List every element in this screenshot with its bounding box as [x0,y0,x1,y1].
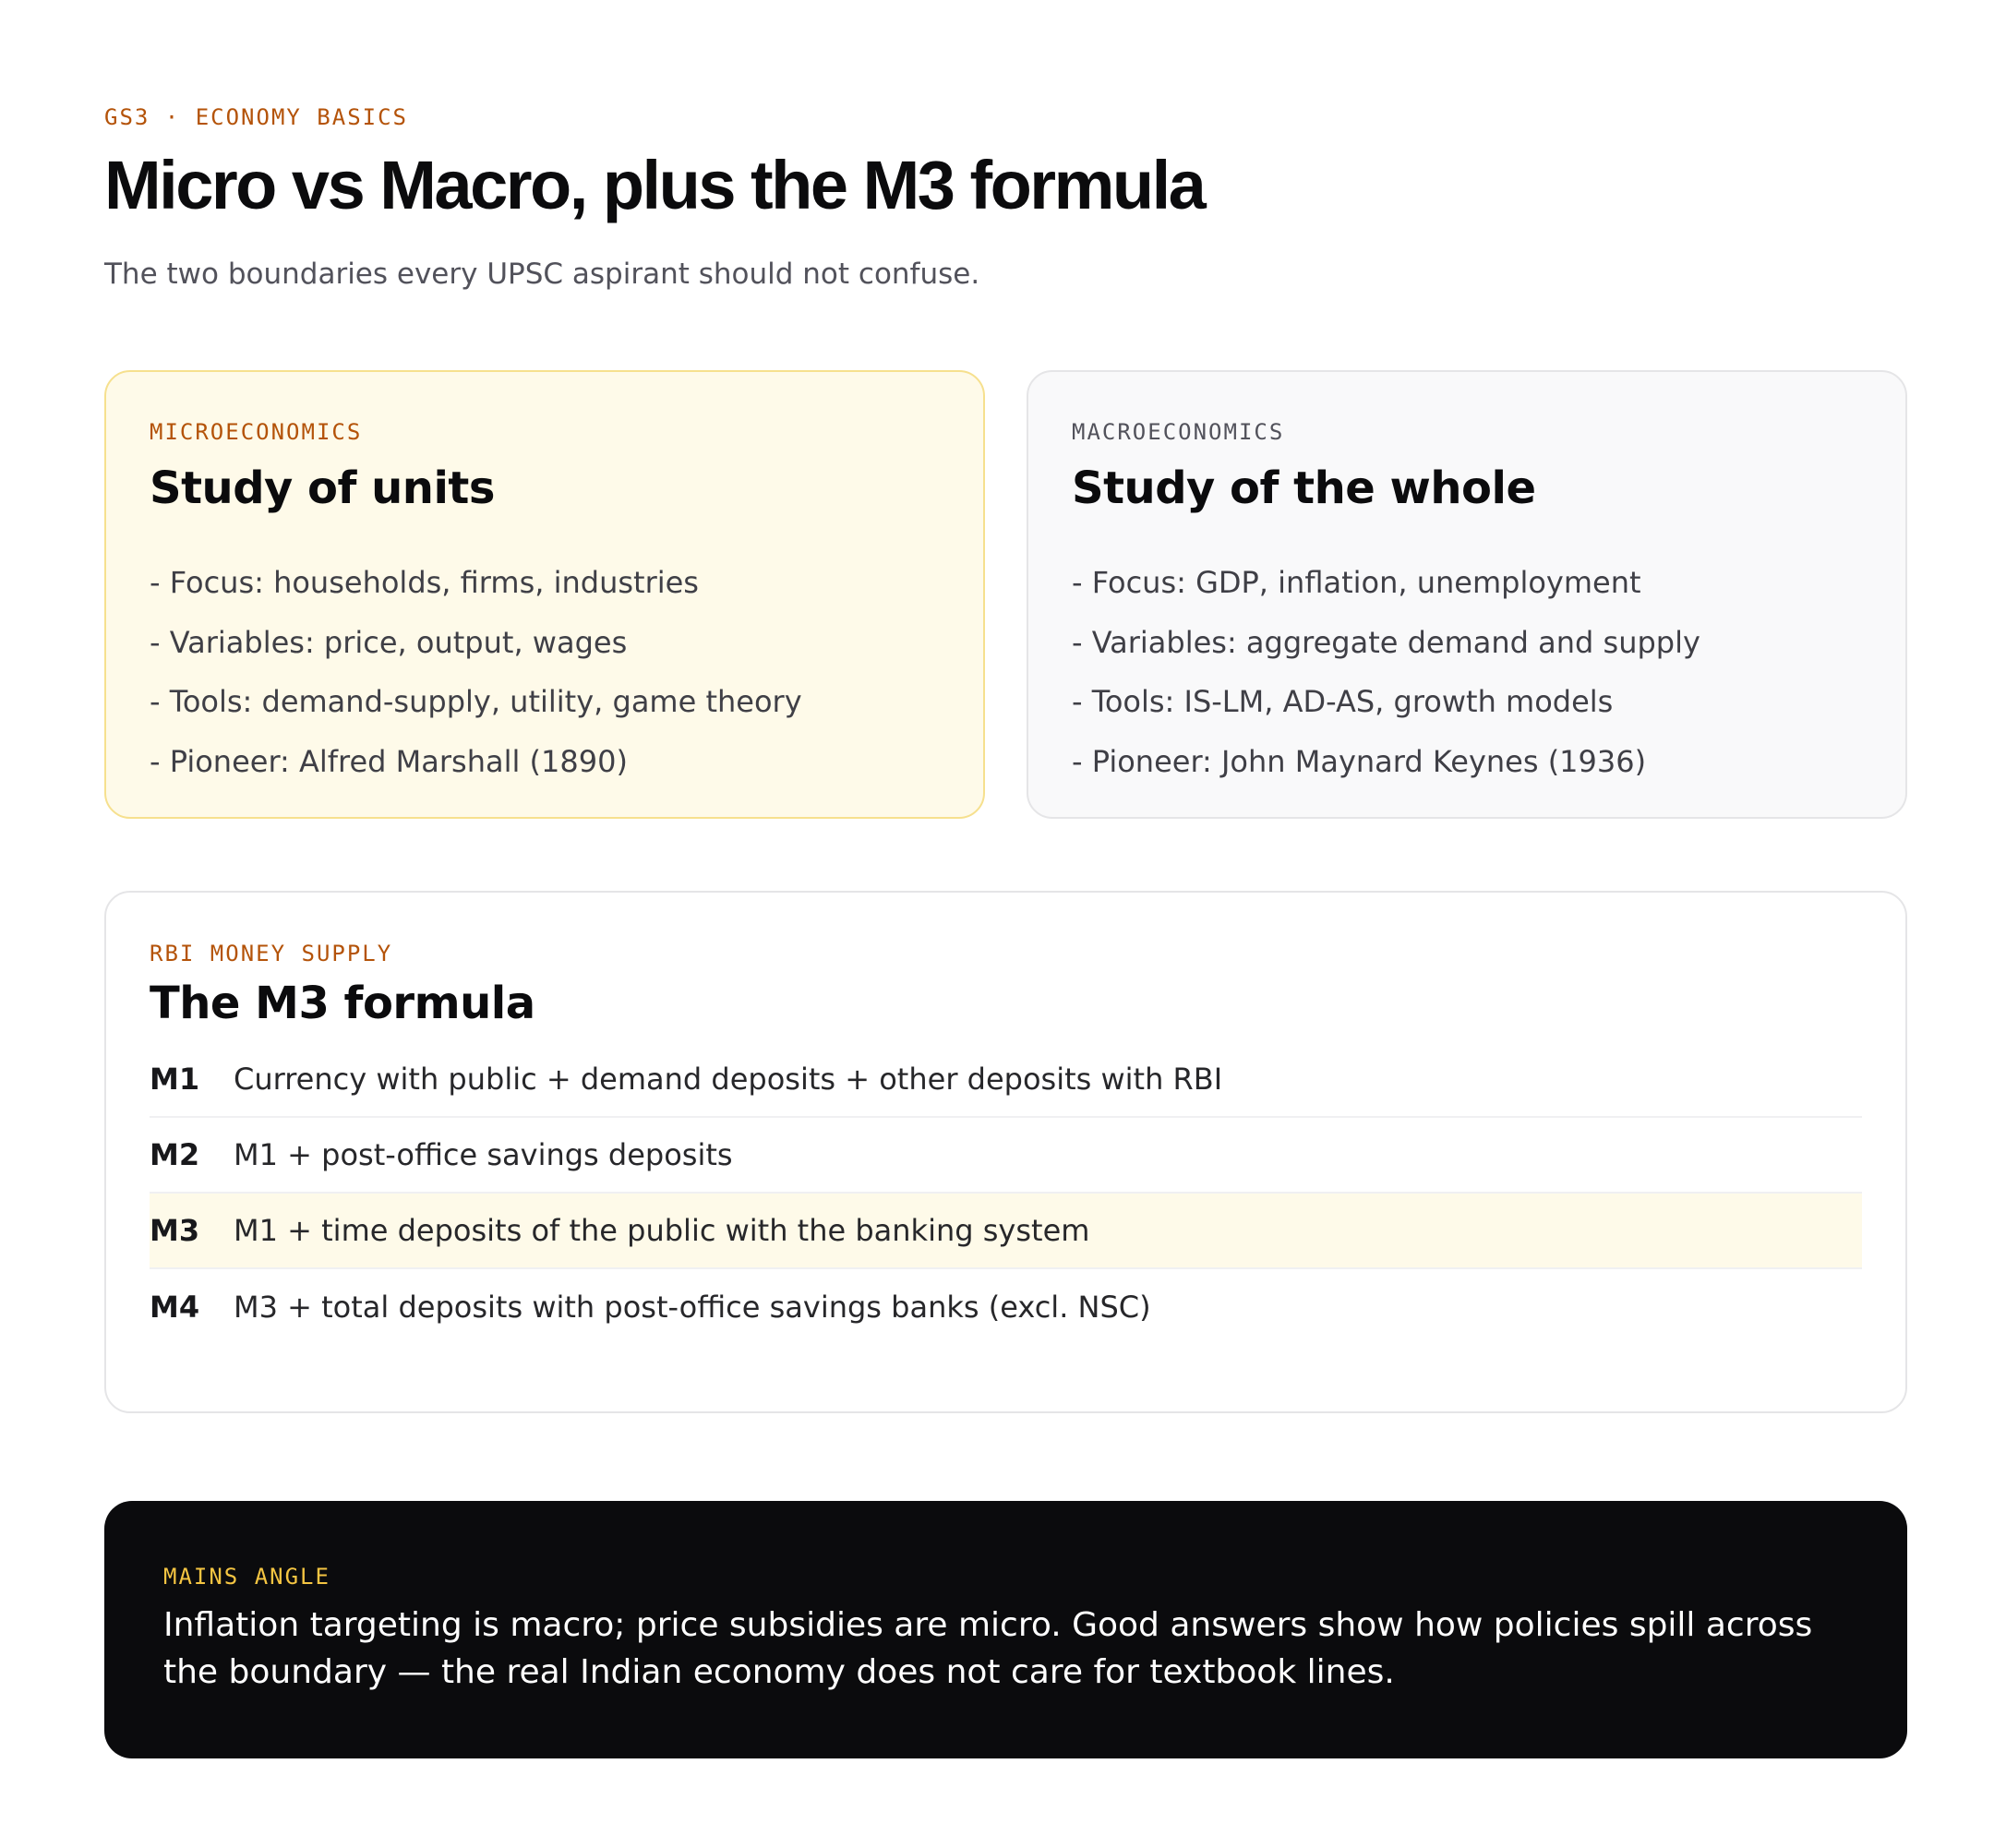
microeconomics-card [104,370,985,819]
money-supply-table [150,1042,1862,1345]
card-eyebrow: RBI MONEY SUPPLY [150,941,393,966]
card-eyebrow: MACROECONOMICS [1072,419,1285,445]
row-key: M2 [150,1137,200,1172]
list-item: - Tools: demand-supply, utility, game theory [150,684,802,719]
card-eyebrow: MICROECONOMICS [150,419,363,445]
row-key: M1 [150,1062,200,1097]
table-row-highlighted [150,1194,1862,1269]
row-value: Currency with public + demand deposits + other deposits with RBI [234,1062,1223,1097]
card-title: Study of units [150,462,495,514]
panel-text: Inflation targeting is macro; price subsidies are micro. Good answers show how policies spill across the boundary — the real Indian economy does not care for textbook lines. [163,1606,1813,1691]
list-item: - Pioneer: Alfred Marshall (1890) [150,743,628,779]
table-row [150,1269,1862,1345]
row-value: M1 + time deposits of the public with the banking system [234,1213,1090,1248]
row-key: M4 [150,1290,200,1325]
row-value: M3 + total deposits with post-office savings banks (excl. NSC) [234,1290,1151,1325]
page-title: Micro vs Macro, plus the M3 formula [104,147,1205,223]
card-list [1072,553,1700,791]
macroeconomics-card [1027,370,1907,819]
card-list [150,553,802,791]
table-row [150,1042,1862,1118]
list-item: - Variables: price, output, wages [150,624,628,660]
list-item: - Pioneer: John Maynard Keynes (1936) [1072,743,1647,779]
list-item: - Focus: households, firms, industries [150,565,699,600]
section-kicker: GS3 · ECONOMY BASICS [104,104,408,130]
card-title: The M3 formula [150,978,535,1029]
list-item: - Focus: GDP, inflation, unemployment [1072,565,1641,600]
m3-formula-card [104,891,1907,1413]
panel-eyebrow: MAINS ANGLE [163,1564,330,1590]
list-item: - Variables: aggregate demand and supply [1072,624,1700,660]
card-title: Study of the whole [1072,462,1536,514]
page-subtitle: The two boundaries every UPSC aspirant should not confuse. [104,258,980,291]
row-key: M3 [150,1213,200,1248]
list-item: - Tools: IS-LM, AD-AS, growth models [1072,684,1614,719]
table-row [150,1118,1862,1194]
row-value: M1 + post-office savings deposits [234,1137,733,1172]
mains-angle-panel [104,1501,1907,1758]
